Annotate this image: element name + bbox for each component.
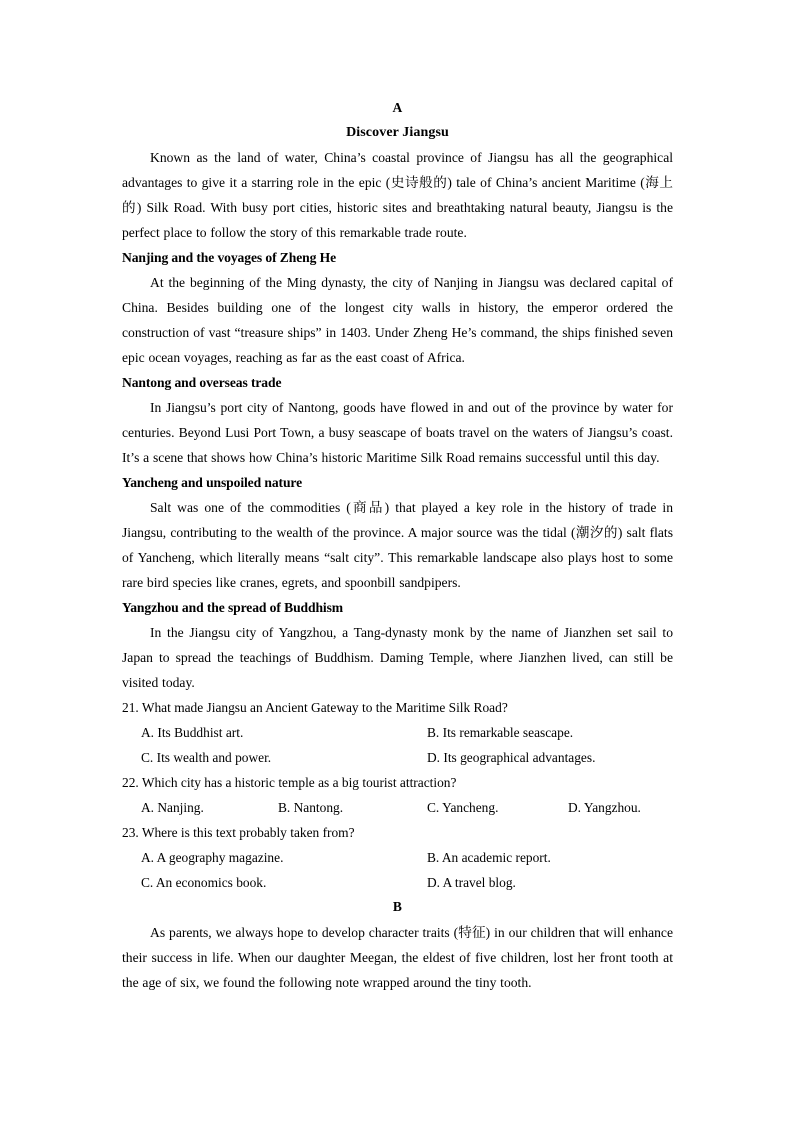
subsection-heading-nantong: Nantong and overseas trade	[122, 375, 282, 390]
question-22-option-d[interactable]: D. Yangzhou.	[568, 800, 641, 815]
section-a	[122, 96, 673, 895]
question-23-options-row-2	[122, 870, 673, 895]
question-21-option-d[interactable]: D. Its geographical advantages.	[427, 750, 596, 765]
question-23-option-c[interactable]: C. An economics book.	[141, 875, 267, 890]
question-23-option-d[interactable]: D. A travel blog.	[427, 875, 516, 890]
question-21-option-b[interactable]: B. Its remarkable seascape.	[427, 725, 574, 740]
question-22-option-a[interactable]: A. Nanjing.	[141, 800, 204, 815]
subsection-heading-yangzhou: Yangzhou and the spread of Buddhism	[122, 600, 343, 615]
question-21-options-row-2	[122, 745, 673, 770]
subsection-heading-yancheng: Yancheng and unspoiled nature	[122, 475, 303, 490]
question-23-prompt: 23. Where is this text probably taken from?	[122, 825, 355, 840]
question-22-options-row	[122, 795, 673, 820]
section-a-intro-paragraph: Known as the land of water, China’s coastal province of Jiangsu has all the geographical advantages to give it a starring role in the epic (史诗般的) tale of China’s ancient Maritime (海上的) Silk Road. With busy port cities, historic sites and breathtaking natural beauty, Jiangsu is the perfect place to follow the story of this remarkable trade route.	[122, 150, 673, 240]
section-a-letter: A	[392, 100, 403, 115]
section-a-title: Discover Jiangsu	[346, 124, 449, 140]
question-22-option-c[interactable]: C. Yancheng.	[427, 800, 499, 815]
subsection-body-yancheng: Salt was one of the commodities (商品) that played a key role in the history of trade in Jiangsu, contributing to the wealth of the province. A major source was the tidal (潮汐的) salt flats of Yancheng, which literally means “salt city”. This remarkable landscape also plays host to some rare bird species like cranes, egrets, and spoonbill sandpipers.	[122, 500, 673, 590]
subsection-heading-nanjing: Nanjing and the voyages of Zheng He	[122, 250, 337, 265]
question-21-prompt: 21. What made Jiangsu an Ancient Gateway to the Maritime Silk Road?	[122, 700, 508, 715]
question-21-option-a[interactable]: A. Its Buddhist art.	[141, 725, 244, 740]
question-23-options-row-1	[122, 845, 673, 870]
question-22-option-b[interactable]: B. Nantong.	[278, 800, 344, 815]
question-22-prompt: 22. Which city has a historic temple as a big tourist attraction?	[122, 775, 457, 790]
section-b-letter: B	[392, 899, 403, 914]
question-21-option-c[interactable]: C. Its wealth and power.	[141, 750, 272, 765]
subsection-body-nantong: In Jiangsu’s port city of Nantong, goods have flowed in and out of the province by water for centuries. Beyond Lusi Port Town, a busy seascape of boats travel on the waters of Jiangsu’s coast. It’s a scene that shows how China’s historic Maritime Silk Road remains successful until this day.	[122, 400, 673, 465]
subsection-body-nanjing: At the beginning of the Ming dynasty, the city of Nanjing in Jiangsu was declared capital of China. Besides building one of the longest city walls in history, the emperor ordered the construction of vast “treasure ships” in 1403. Under Zheng He’s command, the ships finished seven epic ocean voyages, reaching as far as the east coast of Africa.	[122, 275, 673, 365]
question-23-option-a[interactable]: A. A geography magazine.	[141, 850, 284, 865]
question-21-options-row-1	[122, 720, 673, 745]
section-b	[122, 895, 673, 995]
section-b-intro-paragraph: As parents, we always hope to develop character traits (特征) in our children that will enhance their success in life. When our daughter Meegan, the eldest of five children, lost her front tooth at the age of six, we found the following note wrapped around the tiny tooth.	[122, 924, 673, 990]
subsection-body-yangzhou: In the Jiangsu city of Yangzhou, a Tang-dynasty monk by the name of Jianzhen set sail to Japan to spread the teachings of Buddhism. Daming Temple, where Jianzhen lived, can still be visited today.	[122, 625, 673, 690]
question-23-option-b[interactable]: B. An academic report.	[427, 850, 551, 865]
